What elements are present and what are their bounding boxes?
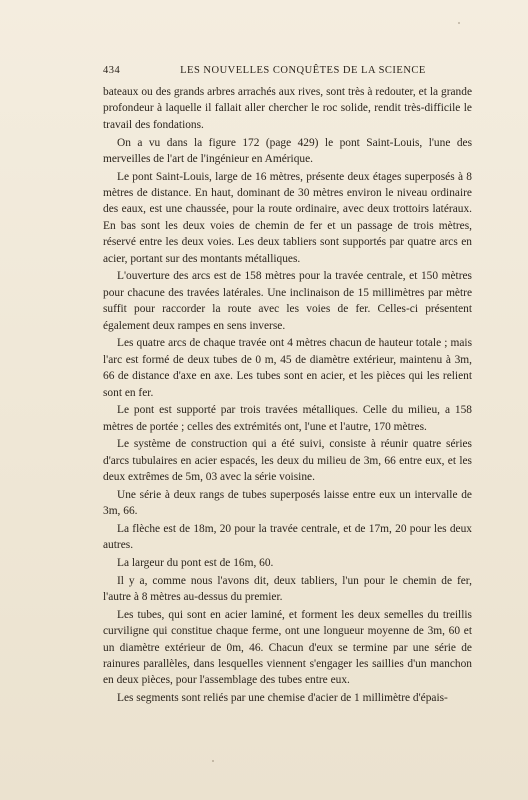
page-number: 434 bbox=[103, 65, 121, 76]
paragraph: Le système de construction qui a été suivi, consiste à réunir quatre séries d'arcs tubulaires en acier espacés, les deux du milieu de 3m, 66 entre eux, et les deux extrêmes de 5m, 03 avec la série voisine. bbox=[103, 438, 472, 484]
paragraph: Il y a, comme nous l'avons dit, deux tabliers, l'un pour le chemin de fer, l'autre à 8 mètres au-dessus du premier. bbox=[103, 574, 472, 604]
paragraph: La largeur du pont est de 16m, 60. bbox=[117, 557, 274, 570]
paragraph: La flèche est de 18m, 20 pour la travée centrale, et de 17m, 20 pour les deux autres. bbox=[103, 522, 472, 552]
paper-speck bbox=[458, 22, 460, 24]
paragraph: Les quatre arcs de chaque travée ont 4 mètres chacun de hauteur totale ; mais l'arc est formé de deux tubes de 0 m, 45 de diamètre extérieur, maintenu à 3m, 66 de distance d'axe en axe. Les tubes sont en acier, et les pièces qui les relient sont en fer. bbox=[103, 337, 472, 399]
paragraph: Une série à deux rangs de tubes superposés laisse entre eux un intervalle de 3m, 66. bbox=[103, 488, 472, 518]
paragraph: Le pont Saint-Louis, large de 16 mètres, présente deux étages superposés à 8 mètres de distance. En haut, dominant de 30 mètres environ le niveau ordinaire des eaux, est une chaussée, pour la route ordinaire, avec deux trottoirs latéraux. En bas sont les deux voies de chemin de fer et un passage de trois mètres, réservé entre les deux voies. Les deux tabliers sont supportés par quatre arcs en acier, portant sur des montants métalliques. bbox=[103, 170, 472, 265]
paper-speck bbox=[212, 760, 214, 762]
paragraph: L'ouverture des arcs est de 158 mètres pour la travée centrale, et 150 mètres pour chacune des travées latérales. Une inclinaison de 15 millimètres par mètre suffit pour raccorder la route avec les voies de fer. Celles-ci présentent également deux rampes en sens inverse. bbox=[103, 270, 472, 332]
body-text bbox=[103, 84, 472, 708]
page-header bbox=[103, 64, 472, 78]
running-title: LES NOUVELLES CONQUÊTES DE LA SCIENCE bbox=[180, 65, 426, 76]
paragraph: bateaux ou des grands arbres arrachés aux rives, sont très à redouter, et la grande profondeur à laquelle il fallait aller chercher le roc solide, rendit très-difficile le travail des fondations. bbox=[103, 86, 472, 131]
paragraph: Les tubes, qui sont en acier laminé, et forment les deux semelles du treillis curviligne qui constitue chaque ferme, ont une longueur moyenne de 3m, 60 et un diamètre extérieur de 0m, 46. Chacun d'eux se termine par une série de rainures parallèles, dans lesquelles viennent s'engager les saillies d'un manchon en deux pièces, pour l'assemblage des tubes entre eux. bbox=[103, 608, 472, 687]
paragraph: Le pont est supporté par trois travées métalliques. Celle du milieu, a 158 mètres de portée ; celles des extrémités ont, l'une et l'autre, 170 mètres. bbox=[103, 404, 472, 433]
paragraph: On a vu dans la figure 172 (page 429) le pont Saint-Louis, l'une des merveilles de l'art de l'ingénieur en Amérique. bbox=[103, 136, 472, 165]
paragraph: Les segments sont reliés par une chemise d'acier de 1 millimètre d'épais- bbox=[117, 692, 448, 705]
